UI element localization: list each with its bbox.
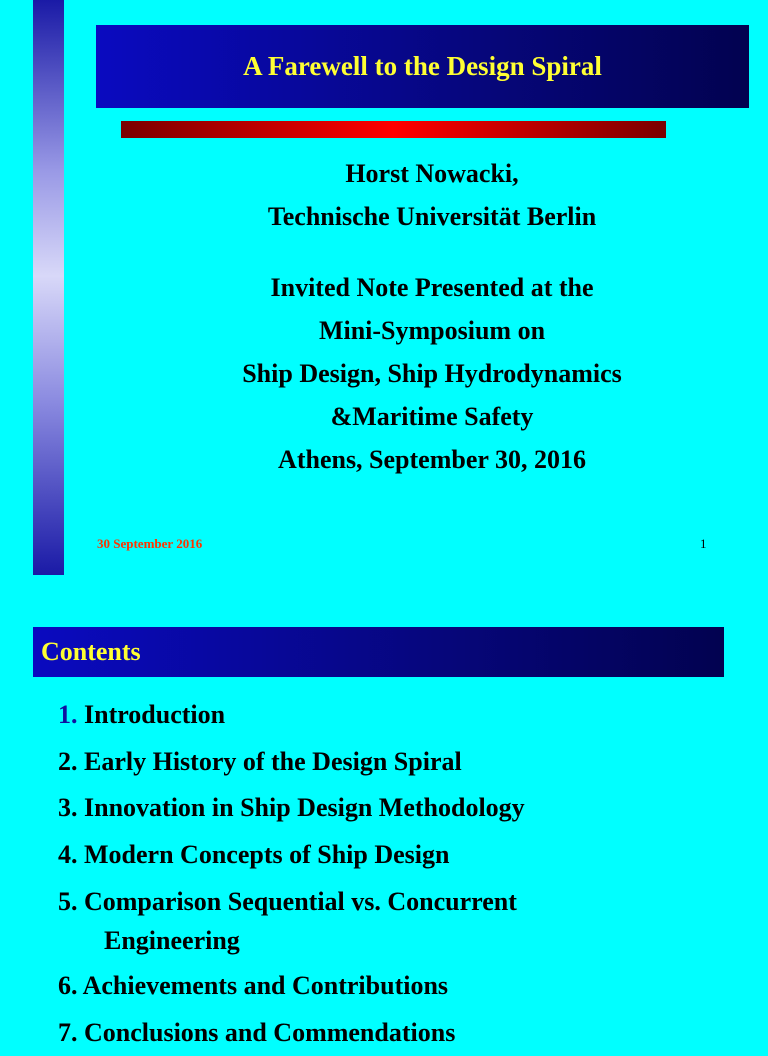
list-item-number: 4. xyxy=(58,840,78,869)
contents-list xyxy=(58,692,748,1056)
list-item-text: Innovation in Ship Design Methodology xyxy=(78,793,525,822)
contents-heading: Contents xyxy=(41,637,141,667)
list-item-text: Conclusions and Commendations xyxy=(78,1018,456,1047)
author-affiliation: Technische Universität Berlin xyxy=(96,195,768,238)
author-block xyxy=(96,152,768,238)
list-item-number: 3. xyxy=(58,793,78,822)
talk-info-block xyxy=(96,266,768,481)
list-item-number: 1. xyxy=(58,700,78,729)
talk-line: Mini-Symposium on xyxy=(96,309,768,352)
list-item-text: Achievements and Contributions xyxy=(78,971,449,1000)
talk-line: Ship Design, Ship Hydrodynamics xyxy=(96,352,768,395)
red-accent-bar xyxy=(121,121,666,138)
list-item-text: Early History of the Design Spiral xyxy=(78,747,462,776)
talk-date-line: Athens, September 30, 2016 xyxy=(96,438,768,481)
author-name: Horst Nowacki, xyxy=(96,152,768,195)
list-item xyxy=(58,785,748,832)
list-item xyxy=(58,878,748,963)
list-item xyxy=(58,832,748,879)
list-item xyxy=(58,692,748,739)
list-item-continuation: Engineering xyxy=(58,921,748,960)
page-number: 1 xyxy=(700,536,707,552)
list-item-number: 6. xyxy=(58,971,78,1000)
left-gradient-bar xyxy=(33,0,64,575)
list-item-number: 7. xyxy=(58,1018,78,1047)
list-item xyxy=(58,963,748,1010)
list-item xyxy=(58,739,748,786)
slide-title: A Farewell to the Design Spiral xyxy=(243,51,602,82)
list-item-text: Comparison Sequential vs. Concurrent xyxy=(78,887,517,916)
list-item-number: 5. xyxy=(58,887,78,916)
list-item-number: 2. xyxy=(58,747,78,776)
contents-heading-box xyxy=(33,627,724,677)
slide-title-box xyxy=(96,25,749,108)
list-item-text: Modern Concepts of Ship Design xyxy=(78,840,450,869)
talk-line: Invited Note Presented at the xyxy=(96,266,768,309)
list-item xyxy=(58,1010,748,1056)
footer-date: 30 September 2016 xyxy=(97,536,202,552)
list-item-text: Introduction xyxy=(78,700,226,729)
talk-line: &Maritime Safety xyxy=(96,395,768,438)
